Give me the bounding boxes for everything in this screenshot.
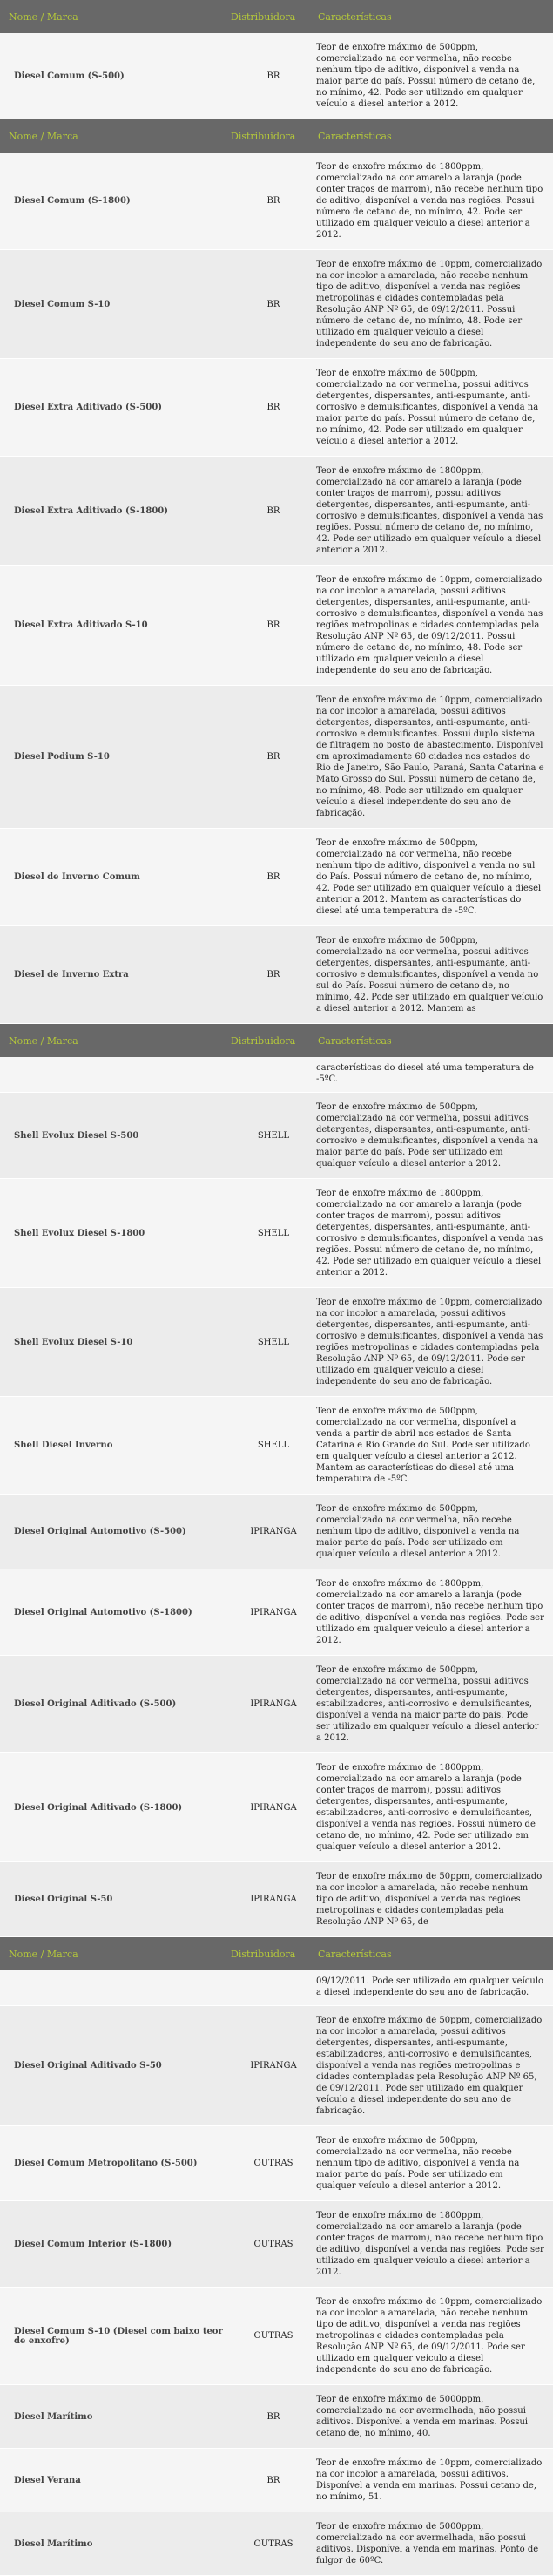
table-row	[0, 1970, 553, 2006]
distributor: BR	[266, 196, 280, 206]
table-row	[0, 457, 553, 566]
header-distribuidora: Distribuidora	[231, 1034, 296, 1047]
table-section	[0, 119, 553, 1024]
distributor: SHELL	[257, 1337, 290, 1347]
table-row	[0, 1057, 553, 1093]
fuel-description: Teor de enxofre máximo de 500ppm, comercializado na cor vermelha, não recebe nenhum tipo de aditivo, disponível a venda na maior parte do país. Possui número de cetano de, no mínimo, 42. Pode ser utilizado em qualquer veículo a diesel anterior a 2012.	[316, 43, 536, 109]
header-marca: Nome / Marca	[9, 1948, 78, 1960]
table-row	[0, 1569, 553, 1656]
table-section	[0, 1024, 553, 1937]
fuel-description: Teor de enxofre máximo de 10ppm, comercializado na cor incolor a amarelada, possui aditivos detergentes, dispersantes, anti-espumante, anti-corrosivo e demulsificantes, disponível a venda nas regiões metropolinas e cidades contempladas pela Resolução ANP Nº 65, de 09/12/2011. Pode ser utilizado em qualquer veículo a diesel independente do seu ano de fabricação.	[316, 1298, 543, 1386]
distributor: BR	[266, 299, 280, 309]
fuel-name: Diesel Podium S-10	[14, 752, 110, 762]
distributor: IPIRANGA	[250, 1527, 297, 1536]
fuel-description: Teor de enxofre máximo de 50ppm, comercializado na cor incolor a amarelada, não recebe nenhum tipo de aditivo, disponível a venda nas regiões metropolinas e cidades contempladas pela Resolução ANP Nº 65, de	[316, 1872, 543, 1927]
fuel-description: características do diesel até uma temperatura de -5ºC.	[316, 1063, 534, 1084]
header-marca: Nome / Marca	[9, 130, 78, 142]
fuel-description: Teor de enxofre máximo de 500ppm, comercializado na cor vermelha, não recebe nenhum tipo de aditivo, disponível a venda no sul do País. Possui número de cetano de, no mínimo, 42. Pode ser utilizado em qualquer veículo a diesel anterior a 2012. Mantem as características do diesel até uma temperatura de -5ºC.	[316, 838, 542, 916]
header-distribuidora: Distribuidora	[231, 1948, 296, 1960]
table-row	[0, 686, 553, 829]
fuel-description: Teor de enxofre máximo de 500ppm, comercializado na cor vermelha, possui aditivos detergentes, dispersantes, anti-espumante, anti-corrosivo e demulsificantes, disponível a venda no sul do País. Possui número de cetano de, no mínimo, 42. Pode ser utilizado em qualquer veículo a diesel anterior a 2012. Mantem as	[316, 936, 543, 1013]
fuel-name: Diesel Comum Metropolitano (S-500)	[14, 2159, 198, 2168]
distributor: BR	[266, 2475, 280, 2485]
table-row	[0, 1753, 553, 1862]
table-row	[0, 1495, 553, 1569]
fuel-name: Shell Evolux Diesel S-1800	[14, 1228, 145, 1238]
table-row	[0, 1093, 553, 1179]
fuel-name: Diesel de Inverno Extra	[14, 970, 129, 980]
header-distribuidora: Distribuidora	[231, 130, 296, 142]
distributor: SHELL	[257, 1228, 290, 1238]
fuel-description: Teor de enxofre máximo de 10ppm, comercializado na cor incolor a amarelada, não recebe nenhum tipo de aditivo, disponível a venda nas regiões metropolinas e cidades contempladas pela Resolução ANP Nº 65, de 09/12/2011. Possui número de cetano de, no mínimo, 48. Pode ser utilizado em qualquer veículo a diesel independente do seu ano de fabricação.	[316, 260, 543, 349]
table-header	[0, 1024, 553, 1057]
distributor: SHELL	[257, 1130, 290, 1141]
table-row	[0, 2385, 553, 2449]
table-row	[0, 1862, 553, 1937]
distributor: BR	[266, 505, 280, 516]
fuel-name: Shell Diesel Inverno	[14, 1441, 113, 1450]
header-distribuidora: Distribuidora	[231, 10, 296, 23]
table-row	[0, 1656, 553, 1753]
fuel-description: Teor de enxofre máximo de 500ppm, comercializado na cor vermelha, disponível a venda a partir de abril nos estados de Santa Catarina e Rio Grande do Sul. Pode ser utilizado em qualquer veículo a diesel anterior a 2012. Mantem as características do diesel até uma temperatura de -5ºC.	[316, 1407, 530, 1484]
fuel-description: Teor de enxofre máximo de 1800ppm, comercializado na cor amarelo a laranja (pode conter traços de marrom), possui aditivos detergentes, dispersantes, anti-espumante, anti-corrosivo e demulsificantes, disponível a venda nas regiões. Possui número de cetano de, no mínimo, 42. Pode ser utilizado em qualquer veículo a diesel anterior a 2012.	[316, 1189, 543, 1278]
fuel-name: Shell Evolux Diesel S-10	[14, 1337, 133, 1347]
table-row	[0, 359, 553, 457]
fuel-description: Teor de enxofre máximo de 10ppm, comercializado na cor incolor a amarelada, não recebe nenhum tipo de aditivo, disponível a venda nas regiões metropolinas e cidades contempladas pela Resolução ANP Nº 65, de 09/12/2011. Pode ser utilizado em qualquer veículo a diesel independente do seu ano de fabricação.	[316, 2297, 543, 2375]
distributor: BR	[266, 620, 280, 630]
fuel-description: Teor de enxofre máximo de 1800ppm, comercializado na cor amarelo a laranja (pode conter traços de marrom), não recebe nenhum tipo de aditivo, disponível a venda nas regiões. Pode ser utilizado em qualquer veículo a diesel anterior a 2012.	[316, 1579, 544, 1645]
fuel-name: Diesel de Inverno Comum	[14, 872, 140, 882]
fuel-description: Teor de enxofre máximo de 500ppm, comercializado na cor vermelha, possui aditivos detergentes, dispersantes, anti-espumante, anti-corrosivo e demulsificantes, disponível a venda na maior parte do país. Possui número de cetano de, no mínimo, 42. Pode ser utilizado em qualquer veículo a diesel anterior a 2012.	[316, 369, 539, 446]
fuel-name: Diesel Original Aditivado (S-500)	[14, 1699, 177, 1709]
fuel-description: Teor de enxofre máximo de 50ppm, comercializado na cor incolor a amarelada, possui aditivos detergentes, dispersantes, anti-espumante, estabilizadores, anti-corrosivo e demulsificantes, disponível a venda nas regiões metropolinas e cidades contempladas pela Resolução ANP Nº 65, de 09/12/2011. Pode ser utilizado em qualquer veículo a diesel independente do seu ano de fabricação.	[316, 2016, 543, 2116]
table-row	[0, 566, 553, 686]
header-caracteristicas: Características	[318, 10, 392, 23]
distributor: BR	[266, 403, 280, 412]
table-row	[0, 2512, 553, 2576]
table-row	[0, 1179, 553, 1288]
fuel-name: Diesel Extra Aditivado S-10	[14, 620, 148, 630]
table-section	[0, 1937, 553, 2576]
distributor: OUTRAS	[253, 2331, 293, 2341]
table-header	[0, 1937, 553, 1970]
fuel-name: Diesel Verana	[14, 2475, 81, 2485]
fuel-name: Diesel Original S-50	[14, 1895, 113, 1904]
table-row	[0, 829, 553, 926]
distributor: IPIRANGA	[250, 1699, 297, 1709]
fuel-name: Diesel Original Automotivo (S-500)	[14, 1527, 186, 1536]
fuel-description: Teor de enxofre máximo de 5000ppm, comercializado na cor avermelhada, não possui aditivos. Disponível a venda em marinas. Possui cetano de, no mínimo, 40.	[316, 2395, 529, 2438]
distributor: BR	[266, 2411, 280, 2422]
fuel-name: Diesel Comum S-10 (Diesel com baixo teor de enxofre)	[14, 2326, 223, 2346]
header-marca: Nome / Marca	[9, 10, 78, 23]
table-row	[0, 2006, 553, 2126]
distributor: IPIRANGA	[250, 1607, 297, 1617]
fuel-name: Diesel Comum Interior (S-1800)	[14, 2239, 172, 2249]
fuel-name: Diesel Original Aditivado (S-1800)	[14, 1802, 183, 1813]
table-row	[0, 1397, 553, 1495]
distributor: OUTRAS	[253, 2239, 293, 2249]
header-caracteristicas: Características	[318, 130, 392, 142]
distributor: BR	[266, 970, 280, 980]
table-header	[0, 0, 553, 33]
fuel-description: Teor de enxofre máximo de 1800ppm, comercializado na cor amarelo a laranja (pode conter traços de marrom), não recebe nenhum tipo de aditivo, disponível a venda nas regiões. Possui número de cetano de, no mínimo, 42. Pode ser utilizado em qualquer veículo a diesel anterior a 2012.	[316, 162, 543, 240]
distributor: OUTRAS	[253, 2539, 293, 2549]
fuel-description: Teor de enxofre máximo de 500ppm, comercializado na cor vermelha, possui aditivos detergentes, dispersantes, anti-espumante, anti-corrosivo e demulsificantes, disponível a venda na maior parte do país. Pode ser utilizado em qualquer veículo a diesel anterior a 2012.	[316, 1102, 539, 1169]
table-row	[0, 1288, 553, 1397]
distributor: BR	[266, 71, 280, 81]
distributor: IPIRANGA	[250, 1895, 297, 1904]
fuel-description: Teor de enxofre máximo de 1800ppm, comercializado na cor amarelo a laranja (pode conter traços de marrom), possui aditivos detergentes, dispersantes, anti-espumante, estabilizadores, anti-corrosivo e demulsificantes, disponível a venda nas regiões. Possui número de cetano de, no mínimo, 42. Pode ser utilizado em qualquer veículo a diesel anterior a 2012.	[316, 1763, 536, 1852]
distributor: IPIRANGA	[250, 2061, 297, 2071]
table-row	[0, 2126, 553, 2201]
fuel-name: Diesel Comum S-10	[14, 299, 111, 309]
table-row	[0, 926, 553, 1024]
distributor: BR	[266, 872, 280, 882]
table-section	[0, 0, 553, 119]
fuel-description: Teor de enxofre máximo de 10ppm, comercializado na cor incolor a amarelada, possui aditivos. Disponível a venda em marinas. Possui cetano de, no mínimo, 51.	[316, 2458, 543, 2502]
fuel-description: 09/12/2011. Pode ser utilizado em qualquer veículo a diesel independente do seu ano de fabricação.	[316, 1976, 544, 1997]
table-row	[0, 2201, 553, 2288]
fuel-description: Teor de enxofre máximo de 10ppm, comercializado na cor incolor a amarelada, possui aditivos detergentes, dispersantes, anti-espumante, anti-corrosivo e demulsificantes. Possui duplo sistema de filtragem no posto de abastecimento. Disponível em aproximadamente 60 cidades nos estados do Rio de Janeiro, São Paulo, Paraná, Santa Catarina e Mato Grosso do Sul. Possui número de cetano de, no mínimo, 48. Pode ser utilizado em qualquer veículo a diesel independente do seu ano de fabricação.	[316, 695, 544, 818]
fuel-description: Teor de enxofre máximo de 10ppm, comercializado na cor incolor a amarelada, possui aditivos detergentes, dispersantes, anti-espumante, anti-corrosivo e demulsificantes, disponível a venda nas regiões metropolinas e cidades contempladas pela Resolução ANP Nº 65, de 09/12/2011. Possui número de cetano de, no mínimo, 48. Pode ser utilizado em qualquer veículo a diesel independente do seu ano de fabricação.	[316, 575, 543, 675]
fuel-name: Diesel Original Automotivo (S-1800)	[14, 1607, 192, 1617]
fuel-description: Teor de enxofre máximo de 500ppm, comercializado na cor vermelha, não recebe nenhum tipo de aditivo, disponível a venda na maior parte do país. Pode ser utilizado em qualquer veículo a diesel anterior a 2012.	[316, 1504, 520, 1559]
table-row	[0, 250, 553, 359]
header-marca: Nome / Marca	[9, 1034, 78, 1047]
fuel-name: Diesel Comum (S-500)	[14, 71, 125, 81]
fuel-description: Teor de enxofre máximo de 1800ppm, comercializado na cor amarelo a laranja (pode conter traços de marrom), não recebe nenhum tipo de aditivo, disponível a venda nas regiões. Pode ser utilizado em qualquer veículo a diesel anterior a 2012.	[316, 2211, 544, 2277]
fuel-description: Teor de enxofre máximo de 500ppm, comercializado na cor vermelha, não recebe nenhum tipo de aditivo, disponível a venda na maior parte do país. Pode ser utilizado em qualquer veículo a diesel anterior a 2012.	[316, 2136, 520, 2191]
fuel-name: Shell Evolux Diesel S-500	[14, 1130, 139, 1141]
fuel-name: Diesel Marítimo	[14, 2539, 93, 2549]
fuel-name: Diesel Original Aditivado S-50	[14, 2061, 162, 2071]
distributor: BR	[266, 752, 280, 762]
table-row	[0, 153, 553, 250]
distributor: SHELL	[257, 1441, 290, 1450]
table-row	[0, 2288, 553, 2385]
fuel-description: Teor de enxofre máximo de 5000ppm, comercializado na cor avermelhada, não possui aditivos. Disponível a venda em marinas. Ponto de fulgor de 60ºC.	[316, 2522, 539, 2566]
fuel-description: Teor de enxofre máximo de 1800ppm, comercializado na cor amarelo a laranja (pode conter traços de marrom), possui aditivos detergentes, dispersantes, anti-espumante, anti-corrosivo e demulsificantes, disponível a venda nas regiões. Possui número de cetano de, no mínimo, 42. Pode ser utilizado em qualquer veículo a diesel anterior a 2012.	[316, 466, 543, 555]
distributor: OUTRAS	[253, 2159, 293, 2168]
header-caracteristicas: Características	[318, 1034, 392, 1047]
table-row	[0, 2449, 553, 2512]
fuel-name: Diesel Comum (S-1800)	[14, 196, 131, 206]
header-caracteristicas: Características	[318, 1948, 392, 1960]
table-header	[0, 119, 553, 153]
table-row	[0, 33, 553, 119]
fuel-description: Teor de enxofre máximo de 500ppm, comercializado na cor vermelha, possui aditivos detergentes, dispersantes, anti-espumante, estabilizadores, anti-corrosivo e demulsificantes, disponível a venda na maior parte do país. Pode ser utilizado em qualquer veículo a diesel anterior a 2012.	[316, 1665, 539, 1743]
fuel-name: Diesel Marítimo	[14, 2411, 93, 2422]
fuel-name: Diesel Extra Aditivado (S-500)	[14, 403, 163, 412]
fuel-name: Diesel Extra Aditivado (S-1800)	[14, 505, 168, 516]
distributor: IPIRANGA	[250, 1802, 297, 1813]
